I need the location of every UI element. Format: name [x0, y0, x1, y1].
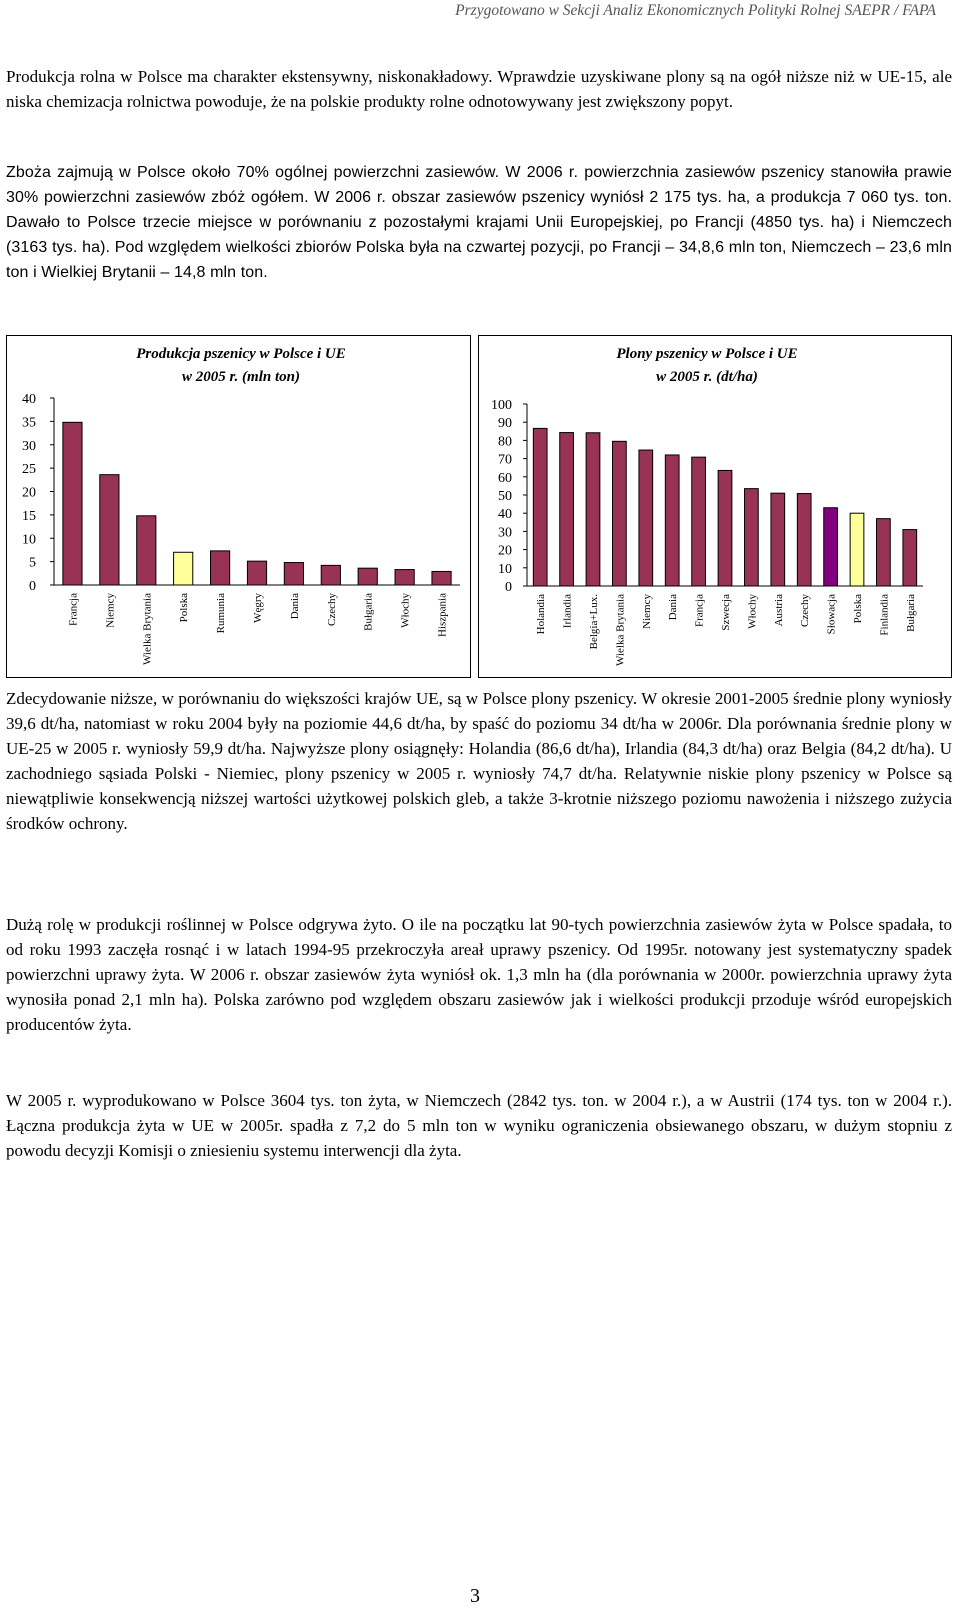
- page-header: Przygotowano w Sekcji Analiz Ekonomicznych Polityki Rolnej SAEPR / FAPA: [455, 2, 936, 19]
- bar: [210, 551, 229, 585]
- bar: [718, 470, 732, 586]
- x-tick-label: Holandia: [535, 594, 548, 635]
- paragraph-2: Zboża zajmują w Polsce około 70% ogólnej powierzchni zasiewów. W 2006 r. powierzchnia zasiewów pszenicy stanowiła prawie 30% powierzchni zasiewów zbóż ogółem. W 2006 r. obszar zasiewów pszenicy wyniósł 2 175 tys. ha, a produkcja 7 060 tys. ton. Dawało to Polsce trzecie miejsce w porównaniu z pozostałymi krajami Unii Europejskiej, po Francji (4850 tys. ha) i Niemczech (3163 tys. ha). Pod względem wielkości zbiorów Polska była na czwartej pozycji, po Francji – 34,8,6 mln ton, Niemczech – 23,6 mln ton i Wielkiej Brytanii – 14,8 mln ton.: [6, 164, 952, 281]
- y-tick-label: 70: [498, 452, 512, 468]
- bar: [63, 422, 82, 585]
- bar: [432, 571, 451, 585]
- bar: [174, 552, 193, 585]
- bar: [137, 516, 156, 585]
- y-tick-label: 35: [22, 415, 36, 431]
- page-number: 3: [470, 1585, 480, 1607]
- bar: [797, 494, 811, 586]
- y-tick-label: 90: [498, 416, 512, 432]
- x-tick-label: Wielka Brytania: [141, 593, 154, 665]
- bar: [613, 441, 627, 586]
- bar: [533, 428, 547, 586]
- bar: [745, 489, 759, 586]
- x-tick-label: Polska: [852, 594, 864, 624]
- x-tick-label: Szwecja: [720, 594, 732, 631]
- bar: [639, 450, 653, 586]
- bar: [358, 568, 377, 585]
- bar: [665, 455, 679, 586]
- x-tick-label: Hiszpania: [436, 593, 449, 637]
- x-tick-label: Wielka Brytania: [614, 594, 627, 666]
- y-tick-label: 50: [498, 489, 512, 504]
- chart-yields-box: [478, 335, 952, 678]
- x-tick-label: Niemcy: [640, 594, 653, 629]
- paragraph-5: W 2005 r. wyprodukowano w Polsce 3604 tys. ton żyta, w Niemczech (2842 tys. ton. w 2004 r.), a w Austrii (174 tys. ton w 2004 r.). Łączna produkcja żyta w UE w 2005r. spadła z 7,2 do 5 mln ton w wyniku ograniczenia obsiewanego obszaru, w dużym stopniu z powodu decyzji Komisji o zniesieniu systemu interwencji dla żyta.: [6, 1091, 952, 1160]
- x-tick-label: Dania: [288, 593, 301, 620]
- bar: [100, 475, 119, 585]
- paragraph-1: Produkcja rolna w Polsce ma charakter ekstensywny, niskonakładowy. Wprawdzie uzyskiwane plony są na ogół niższe niż w UE-15, ale niska chemizacja rolnictwa powoduje, że na polskie produkty rolne odnotowywany jest zwiększony popyt.: [6, 67, 952, 111]
- y-tick-label: 0: [505, 580, 512, 595]
- y-tick-label: 60: [498, 470, 512, 486]
- x-tick-label: Austria: [772, 594, 785, 627]
- y-tick-label: 20: [498, 543, 512, 559]
- bar: [321, 565, 340, 585]
- x-tick-label: Niemcy: [104, 593, 117, 628]
- bar: [824, 508, 838, 586]
- bar: [903, 530, 917, 586]
- chart-production-box: [6, 335, 471, 678]
- x-tick-label: Rumunia: [215, 593, 228, 634]
- x-tick-label: Włochy: [746, 594, 759, 629]
- y-tick-label: 30: [22, 438, 36, 454]
- x-tick-label: Irlandia: [561, 594, 574, 629]
- chart-yields: [479, 336, 953, 679]
- paragraph-3: Zdecydowanie niższe, w porównaniu do większości krajów UE, są w Polsce plony pszenicy. W okresie 2001-2005 średnie plony wyniosły 39,6 dt/ha, natomiast w roku 2004 były na poziomie 44,6 dt/ha, by spaść do poziomu 34 dt/ha w 2006r. Dla porównania średnie plony w UE-25 w 2005 r. wyniosły 59,9 dt/ha. Najwyższe plony osiągnęły: Holandia (86,6 dt/ha), Irlandia (84,3 dt/ha) oraz Belgia (84,2 dt/ha). U zachodniego sąsiada Polski - Niemiec, plony pszenicy w 2005 r. wyniosły 74,7 dt/ha. Relatywnie niskie plony pszenicy w Polsce są niewątpliwie konsekwencją niższej wartości użytkowej polskich gleb, a także 3-krotnie niższego poziomu nawożenia i niższego zużycia środków ochrony.: [6, 689, 952, 833]
- x-tick-label: Włochy: [399, 593, 412, 628]
- y-tick-label: 30: [498, 525, 512, 541]
- x-tick-label: Bułgaria: [904, 594, 917, 632]
- bar: [877, 519, 891, 586]
- y-tick-label: 20: [22, 485, 36, 501]
- y-tick-label: 15: [22, 508, 36, 524]
- y-tick-label: 80: [498, 434, 512, 450]
- bar: [247, 561, 266, 585]
- chart-title: Plony pszenicy w Polsce i UE: [616, 346, 798, 362]
- bar: [586, 433, 600, 586]
- bar: [850, 513, 864, 586]
- y-tick-label: 40: [22, 392, 36, 407]
- chart-subtitle: w 2005 r. (mln ton): [182, 369, 300, 385]
- chart-production: [7, 336, 472, 679]
- x-tick-label: Czechy: [799, 594, 812, 627]
- bar: [692, 457, 706, 586]
- y-tick-label: 100: [491, 398, 512, 413]
- chart-title: Produkcja pszenicy w Polsce i UE: [136, 346, 346, 362]
- x-tick-label: Francja: [67, 593, 80, 626]
- bar: [560, 433, 574, 586]
- x-tick-label: Słowacja: [825, 594, 838, 635]
- y-tick-label: 5: [29, 555, 36, 571]
- y-tick-label: 40: [498, 507, 512, 523]
- x-tick-label: Polska: [178, 593, 191, 623]
- y-tick-label: 25: [22, 462, 36, 478]
- y-tick-label: 0: [29, 579, 36, 594]
- x-tick-label: Węgry: [252, 593, 264, 623]
- x-tick-label: Finlandia: [878, 594, 891, 636]
- x-tick-label: Bułgaria: [362, 593, 375, 631]
- paragraph-4: Dużą rolę w produkcji roślinnej w Polsce odgrywa żyto. O ile na początku lat 90-tych powierzchnia zasiewów żyta w Polsce spadała, to od roku 1993 zaczęła rosnąć i w latach 1994-95 przekroczyła areał uprawy pszenicy. Od 1995r. notowany jest systematyczny spadek powierzchni uprawy żyta. W 2006 r. obszar zasiewów żyta wyniósł ok. 1,3 mln ha (dla porównania w 2000r. powierzchnia uprawy żyta wynosiła ponad 2,1 mln ha). Polska zarówno pod względem obszaru zasiewów jak i wielkości produkcji przoduje wśród europejskich producentów żyta.: [6, 915, 952, 1034]
- x-tick-label: Francja: [693, 594, 706, 627]
- y-tick-label: 10: [498, 561, 512, 577]
- x-tick-label: Belgia+Lux.: [588, 594, 600, 650]
- x-tick-label: Dania: [667, 594, 680, 621]
- bar: [395, 570, 414, 585]
- bar: [771, 493, 785, 586]
- chart-subtitle: w 2005 r. (dt/ha): [656, 369, 758, 385]
- y-tick-label: 10: [22, 532, 36, 548]
- bar: [284, 563, 303, 585]
- x-tick-label: Czechy: [325, 593, 338, 626]
